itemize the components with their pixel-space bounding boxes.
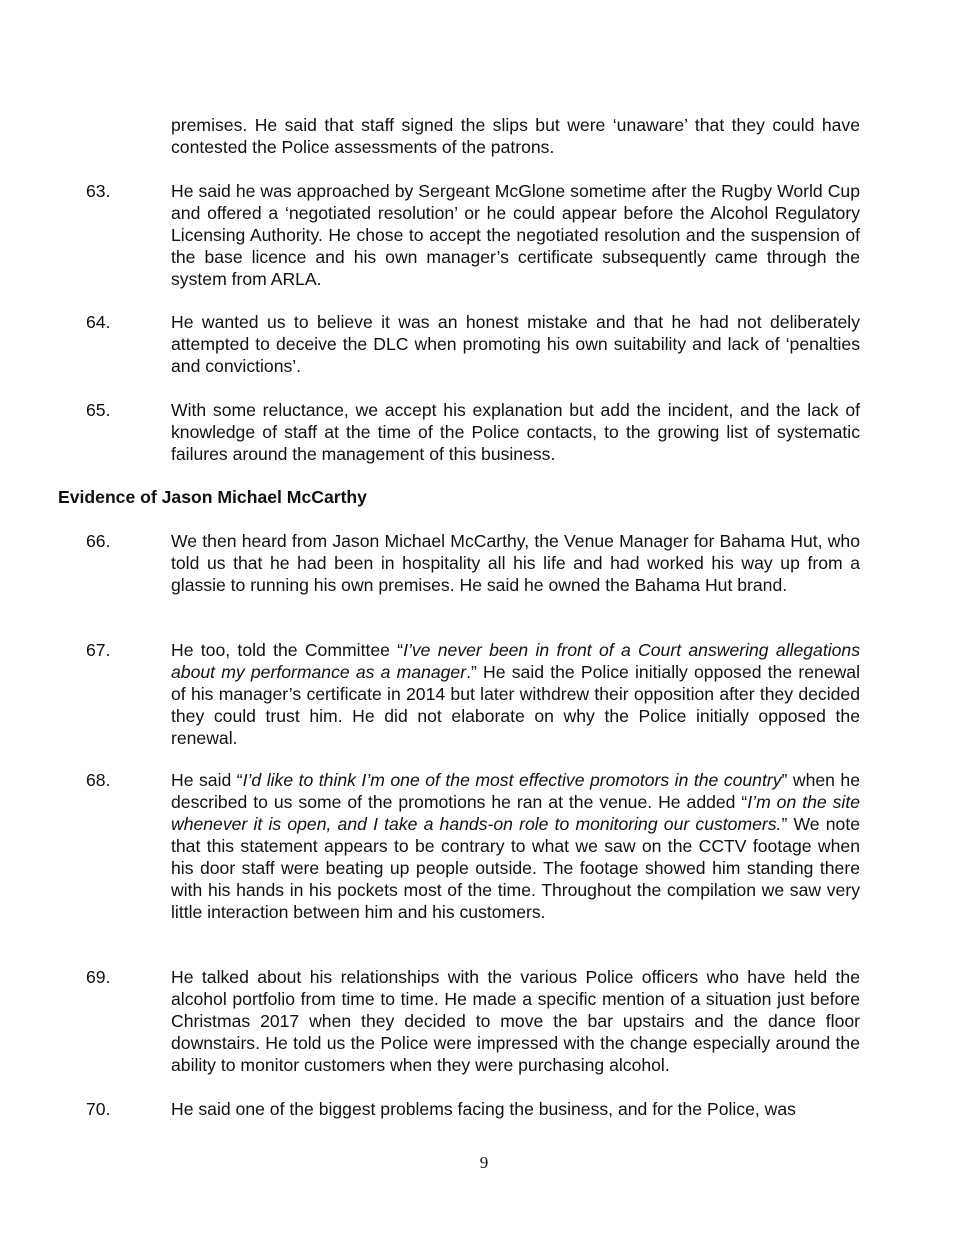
- paragraph-65: [171, 399, 860, 465]
- paragraph-70: [171, 1098, 860, 1120]
- continuation-paragraph: [171, 114, 860, 158]
- paragraph-text: He too, told the Committee “: [171, 640, 404, 660]
- paragraph-text: .” He said the Police initially opposed the renewal of his manager’s certificate in 2014 but later withdrew their opposition after they decided they could trust him. He did not elaborate on why the Police initially opposed the renewal.: [171, 662, 861, 748]
- paragraph-text: He wanted us to believe it was an honest mistake and that he had not deliberately attempted to deceive the DLC when promoting his own suitability and lack of ‘penalties and convictions’.: [171, 312, 860, 376]
- paragraph-text: He said one of the biggest problems facing the business, and for the Police, was: [171, 1099, 796, 1119]
- paragraph-68: [171, 769, 860, 923]
- paragraph-number: 64.: [86, 312, 111, 332]
- paragraph-text: ” when he described to us some of the promotions he ran at the venue. He added “: [171, 770, 860, 812]
- section-heading: Evidence of Jason Michael McCarthy: [58, 487, 367, 507]
- paragraph-text: ” We note that this statement appears to be contrary to what we saw on the CCTV footage when his door staff were beating up people outside. The footage showed him standing there with his hands in his pockets most of the time. Throughout the compilation we saw very little interaction between him and his customers.: [171, 814, 860, 922]
- paragraph-text: He talked about his relationships with the various Police officers who have held the alcohol portfolio from time to time. He made a specific mention of a situation just before Christmas 2017 when they decided to move the bar upstairs and the dance floor downstairs. He told us the Police were impressed with the change especially around the ability to monitor customers when they were purchasing alcohol.: [171, 967, 860, 1075]
- paragraph-64: [171, 311, 860, 377]
- paragraph-text: With some reluctance, we accept his explanation but add the incident, and the lack of knowledge of staff at the time of the Police contacts, to the growing list of systematic failures around the management of this business.: [171, 400, 860, 464]
- quote-text: I’m on the site whenever it is open, and I take a hands-on role to monitoring our customers.: [171, 792, 860, 834]
- paragraph-text: He said “: [171, 770, 243, 790]
- paragraph-number: 69.: [86, 967, 111, 987]
- paragraph-number: 68.: [86, 770, 111, 790]
- quote-text: I’d like to think I’m one of the most effective promotors in the country: [242, 770, 782, 790]
- paragraph-text: He said he was approached by Sergeant McGlone sometime after the Rugby World Cup and offered a ‘negotiated resolution’ or he could appear before the Alcohol Regulatory Licensing Authority. He chose to accept the negotiated resolution and the suspension of the base licence and his own manager’s certificate subsequently came through the system from ARLA.: [171, 181, 860, 289]
- paragraph-67: [171, 639, 860, 749]
- paragraph-number: 66.: [86, 531, 111, 551]
- paragraph-66: [171, 530, 860, 596]
- paragraph-number: 70.: [86, 1099, 111, 1119]
- page-number: 9: [479, 1153, 489, 1172]
- paragraph-63: [171, 180, 860, 290]
- continuation-text: premises. He said that staff signed the slips but were ‘unaware’ that they could have contested the Police assessments of the patrons.: [171, 115, 860, 157]
- paragraph-text: We then heard from Jason Michael McCarthy, the Venue Manager for Bahama Hut, who told us that he had been in hospitality all his life and had worked his way up from a glassie to running his own premises. He said he owned the Bahama Hut brand.: [171, 531, 860, 595]
- paragraph-number: 63.: [86, 181, 111, 201]
- quote-text: I’ve never been in front of a Court answering allegations about my performance as a manager: [171, 640, 860, 682]
- paragraph-number: 67.: [86, 640, 111, 660]
- paragraph-number: 65.: [86, 400, 111, 420]
- paragraph-69: [171, 966, 860, 1076]
